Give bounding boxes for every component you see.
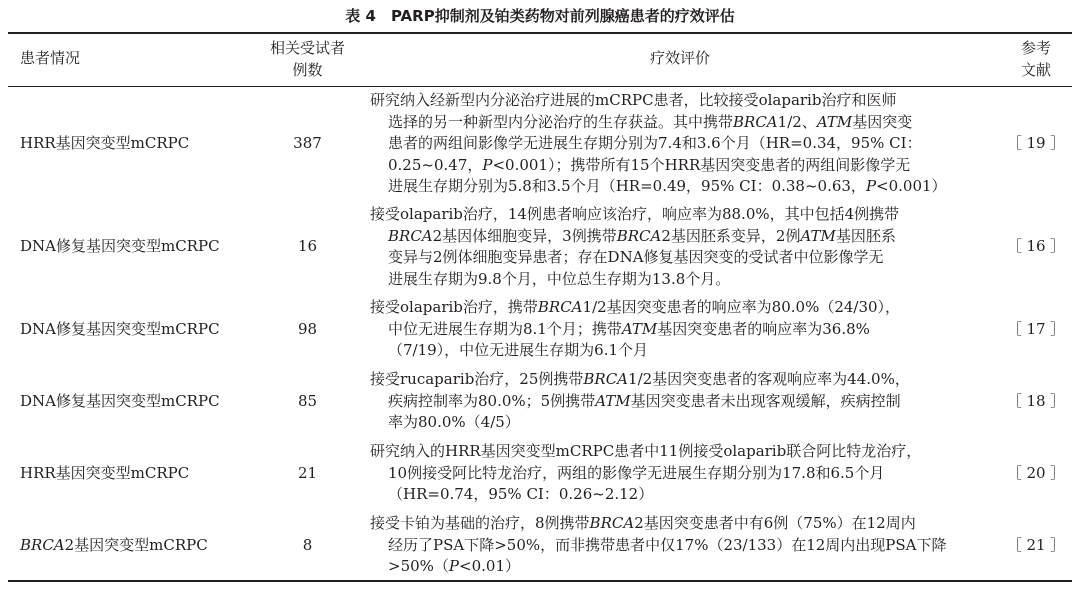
- effect-text: 10例接受阿比特龙治疗，两组的影像学无进展生存期分别为17.8和6.5个月: [388, 463, 885, 482]
- effect-italic-term: BRCA: [388, 226, 433, 245]
- header-ref-line1: 参考: [1020, 39, 1051, 57]
- effect-italic-term: BRCA: [537, 298, 583, 316]
- effect-line: [370, 441, 990, 463]
- effect-text: >50%（: [388, 557, 449, 575]
- effect-line: [370, 176, 990, 198]
- effect-italic-term: BRCA: [733, 112, 778, 131]
- table-caption: 表 4 PARP抑制剂及铂类药物对前列腺癌患者的疗效评估: [345, 7, 735, 25]
- effect-line: [370, 556, 990, 578]
- header-bottom-rule: [8, 86, 1072, 87]
- effect-italic-term: P: [865, 177, 877, 195]
- cell-reference: ［ 20 ］: [1006, 463, 1066, 482]
- effect-text: 2基因体细胞变异，3例携带: [432, 226, 617, 245]
- header-reference: [1000, 38, 1072, 81]
- effect-text: 1/2基因突变患者的响应率为80.0%（24/30），: [582, 298, 901, 316]
- cell-count: 21: [297, 463, 318, 482]
- effect-line: [370, 484, 990, 506]
- effect-text: 基因突变: [852, 112, 913, 131]
- effect-line: [370, 535, 990, 557]
- effect-line: [370, 155, 990, 177]
- effect-text: 基因突变患者的响应率为36.8%: [657, 319, 870, 338]
- effect-text: 患者的两组间影像学无进展生存期分别为7.4和3.6个月（HR=0.34，95% CI：: [388, 134, 922, 152]
- effect-line: [370, 247, 990, 269]
- effect-text: 疾病控制率为80.0%；5例携带: [388, 391, 596, 410]
- cell-reference: ［ 18 ］: [1006, 391, 1066, 410]
- effect-line: [370, 112, 990, 134]
- effect-italic-term: BRCA: [583, 370, 629, 388]
- effect-text: （7/19），中位无进展生存期为6.1个月: [388, 341, 649, 359]
- cell-effect: [370, 297, 990, 362]
- effect-line: [370, 297, 990, 319]
- effect-text: 1/2基因突变患者的客观响应率为44.0%，: [628, 370, 910, 388]
- effect-text: 研究纳入的HRR基因突变型mCRPC患者中11例接受olaparib联合阿比特龙治疗，: [370, 442, 922, 460]
- effect-line: [370, 204, 990, 226]
- header-count: [245, 38, 370, 81]
- effect-text: <0.001）；携带所有15个HRR基因突变患者的两组间影像学无: [492, 155, 911, 174]
- effect-text: 接受卡铂为基础的治疗，8例携带: [370, 514, 590, 532]
- cell-patient-text: HRR基因突变型mCRPC: [20, 463, 190, 482]
- cell-patient-text: DNA修复基因突变型mCRPC: [20, 237, 220, 256]
- effect-text: 基因胚系: [835, 226, 896, 245]
- effect-italic-term: ATM: [621, 319, 658, 338]
- cell-count: 8: [302, 535, 313, 554]
- cell-effect: [370, 513, 990, 578]
- cell-effect: [370, 90, 990, 198]
- effect-text: 基因突变患者未出现客观缓解，疾病控制: [630, 391, 901, 410]
- effect-text: 2基因胚系变异，2例: [661, 226, 801, 245]
- cell-effect: [370, 204, 990, 290]
- effect-text: <0.01）: [459, 557, 520, 575]
- cell-patient-text: DNA修复基因突变型mCRPC: [20, 391, 220, 410]
- header-count-line2: 例数: [292, 60, 323, 79]
- effect-line: [370, 226, 990, 248]
- cell-count: 387: [293, 134, 322, 152]
- effect-text: 接受olaparib治疗，14例患者响应该治疗，响应率为88.0%，其中包括4例携带: [370, 205, 900, 223]
- effect-line: [370, 340, 990, 362]
- effect-italic-term: P: [482, 155, 493, 174]
- effect-text: 进展生存期为9.8个月，中位总生存期为13.8个月。: [388, 269, 731, 288]
- header-ref-line2: 文献: [1020, 60, 1051, 79]
- effect-text: 进展生存期分别为5.8和3.5个月（HR=0.49，95% CI：0.38~0.63，: [388, 177, 866, 195]
- cell-patient-text: 2基因突变型mCRPC: [64, 535, 208, 554]
- effect-text: （HR=0.74，95% CI：0.26~2.12）: [388, 485, 654, 503]
- effect-text: 1/2、: [777, 112, 817, 131]
- cell-patient-text: HRR基因突变型mCRPC: [20, 134, 190, 152]
- effect-text: 变异与2例体细胞变异患者；存在DNA修复基因突变的受试者中位影像学无: [388, 248, 884, 266]
- header-patient: 患者情况: [20, 49, 81, 67]
- effect-italic-term: P: [448, 557, 460, 575]
- cell-effect: [370, 441, 990, 506]
- effect-italic-term: BRCA: [616, 226, 662, 245]
- effect-line: [370, 463, 990, 485]
- effect-text: 接受olaparib治疗，携带: [370, 298, 538, 316]
- effect-text: 率为80.0%（4/5）: [388, 413, 520, 431]
- table-top-rule: [8, 32, 1072, 34]
- cell-count: 98: [297, 319, 318, 338]
- cell-count: 16: [297, 237, 318, 256]
- effect-text: 研究纳入经新型内分泌治疗进展的mCRPC患者，比较接受olaparib治疗和医师: [370, 91, 897, 109]
- effect-italic-term: ATM: [595, 391, 631, 410]
- cell-count: 85: [297, 391, 318, 410]
- effect-line: [370, 90, 990, 112]
- effect-line: [370, 319, 990, 341]
- effect-line: [370, 269, 990, 291]
- cell-patient-italic: BRCA: [20, 535, 65, 554]
- header-effect: 疗效评价: [649, 49, 710, 67]
- table-bottom-rule: [8, 580, 1072, 582]
- effect-line: [370, 391, 990, 413]
- effect-line: [370, 133, 990, 155]
- cell-reference: ［ 16 ］: [1006, 237, 1066, 256]
- cell-patient-text: DNA修复基因突变型mCRPC: [20, 319, 220, 338]
- effect-text: 接受rucaparib治疗，25例携带: [370, 370, 584, 388]
- cell-reference: ［ 21 ］: [1006, 535, 1066, 554]
- effect-text: 经历了PSA下降>50%，而非携带患者中仅17%（23/133）在12周内出现PSA下降: [388, 535, 947, 554]
- cell-reference: ［ 17 ］: [1006, 319, 1066, 338]
- header-count-line1: 相关受试者: [269, 39, 345, 57]
- effect-line: [370, 513, 990, 535]
- effect-italic-term: ATM: [816, 112, 853, 131]
- effect-italic-term: BRCA: [589, 514, 635, 532]
- effect-text: 选择的另一种新型内分泌治疗的生存获益。其中携带: [388, 112, 734, 131]
- effect-italic-term: ATM: [800, 226, 836, 245]
- effect-text: 0.25~0.47，: [388, 155, 483, 174]
- effect-text: <0.001）: [876, 177, 947, 195]
- effect-text: 2基因突变患者中有6例（75%）在12周内: [634, 514, 916, 532]
- cell-effect: [370, 369, 990, 434]
- effect-line: [370, 412, 990, 434]
- effect-line: [370, 369, 990, 391]
- effect-text: 中位无进展生存期为8.1个月；携带: [388, 319, 622, 338]
- cell-reference: ［ 19 ］: [1006, 134, 1066, 152]
